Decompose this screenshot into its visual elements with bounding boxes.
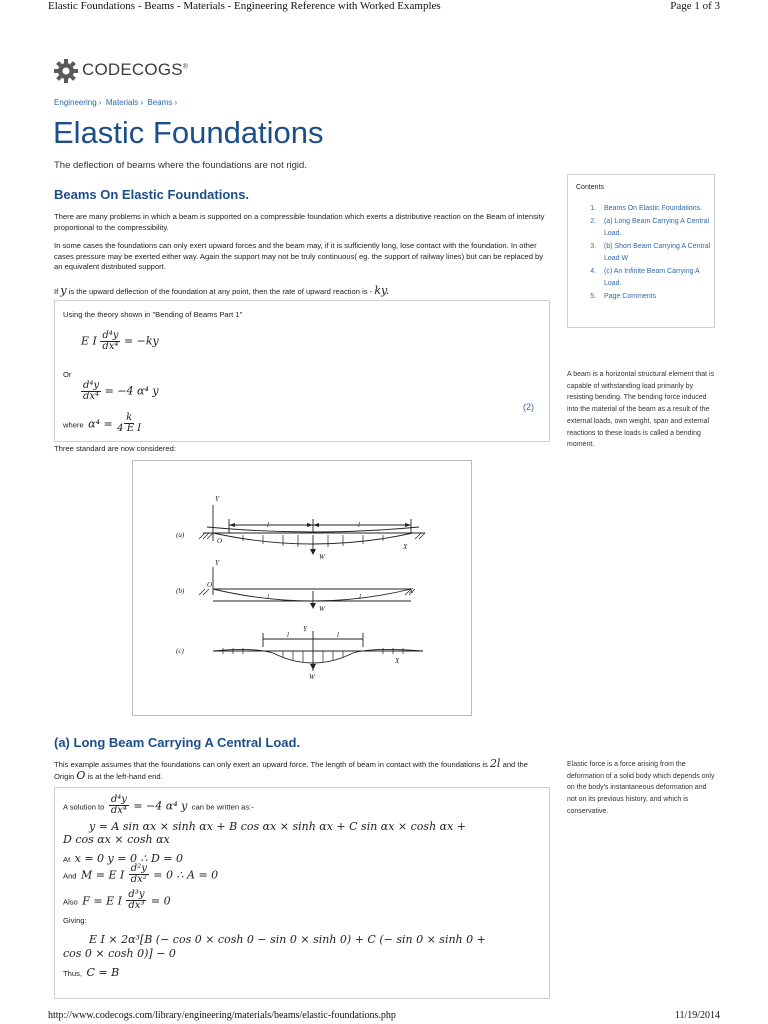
or-text: Or xyxy=(63,370,72,379)
print-page-number: Page 1 of 3 xyxy=(670,0,720,12)
contents-list xyxy=(576,203,714,303)
fig-a-x-label: X xyxy=(403,543,408,551)
fig-b-y-label: Y xyxy=(215,559,219,567)
print-footer-date: 11/19/2014 xyxy=(674,1010,720,1021)
contents-item-long-beam[interactable]: 2. (a) Long Beam Carrying A Central Load. xyxy=(598,216,714,241)
paragraph-reaction-rate: If y is the upward deflection of the foundation at any point, then the rate of upward reaction is - ky. xyxy=(54,284,390,297)
fig-b-o-label: O xyxy=(207,581,213,589)
equation-number: (2) xyxy=(523,402,534,412)
breadcrumb xyxy=(54,98,179,107)
force-condition: Also F = E I $\frac{\text{d³y}}{\text{dx³}}$ = 0 xyxy=(63,889,171,911)
section-heading-long-beam: (a) Long Beam Carrying A Central Load. xyxy=(54,735,301,750)
fig-a-l-left: l xyxy=(267,521,269,529)
fig-a-l-right: l xyxy=(358,521,360,529)
paragraph-upward-forces: In some cases the foundations can only exert upward forces and the beam may, if it is sufficiently long, lose contact with the foundation. In other cases pressure may be exerted either way. Again the support may not be truly continuous( eg. the support of railway lines) but can be replaced by an equivalent distributed support. xyxy=(54,241,544,271)
fig-c-label: (c) xyxy=(176,647,184,655)
three-standard-text: Three standard are now considered: xyxy=(54,444,176,453)
logo-wordmark: CODECOGS® xyxy=(82,60,189,79)
fig-b-l-right: l xyxy=(359,593,361,601)
sidenote-beam-definition: A beam is a horizontal structural element that is capable of withstanding load primarily by resisting bending. The bending force induced into the material of the beam as a result of the external loads, own weight, span and external reactions to these loads is called a bending moment. xyxy=(567,371,715,449)
thus-statement: Thus, C = B xyxy=(63,966,120,979)
print-footer-url: http://www.codecogs.com/library/engineering/materials/beams/elastic-foundations.php xyxy=(48,1010,396,1021)
page-subtitle: The deflection of beams where the foundations are not rigid. xyxy=(54,160,307,171)
breadcrumb-engineering[interactable]: Engineering › xyxy=(54,98,102,107)
contents-item-beams-on-elastic-foundations[interactable]: 1. Beams On Elastic Foundations. xyxy=(598,203,714,216)
fig-c-w-label: W xyxy=(309,673,315,681)
gear-cog-logo-icon xyxy=(54,57,78,85)
fig-b-label: (b) xyxy=(176,587,185,595)
general-solution-line1: y = A sin αx × sinh αx + B cos αx × sinh αx + C sin αx × cosh αx + xyxy=(89,820,466,833)
moment-condition: And M = E I $\frac{\text{d²y}}{\text{dx²}}$ = 0 ∴ A = 0 xyxy=(63,863,219,885)
giving-line2: cos 0 × cosh 0)] − 0 xyxy=(63,947,176,960)
print-header xyxy=(48,0,720,14)
giving-text: Giving: xyxy=(63,916,87,925)
box-intro-text: Using the theory shown in "Bending of Beams Part 1" xyxy=(63,310,243,319)
fig-c-l-left: l xyxy=(287,631,289,639)
boundary-at-origin: At x = 0 y = 0 ∴ D = 0 xyxy=(63,852,183,865)
fig-b-x-label: X xyxy=(409,587,414,595)
contents-box xyxy=(567,174,715,328)
giving-line1: E I × 2α³[B (− cos 0 × cosh 0 − sin 0 × sinh 0) + C (− sin 0 × sinh 0 + xyxy=(89,933,486,946)
solution-statement: A solution to $\frac{\text{d⁴y}}{\text{dx⁴}}$ = −4 α⁴ y can be written as:- xyxy=(63,794,254,816)
contents-item-infinite-beam[interactable]: 4. (c) An Infinite Beam Carrying A Load. xyxy=(598,266,714,291)
fig-c-x-label: X xyxy=(395,657,400,665)
fig-a-w-label: W xyxy=(319,553,325,561)
fig-a-label: (a) xyxy=(176,531,185,539)
equation-box-elastic xyxy=(54,300,550,442)
contents-item-page-comments[interactable]: 5. Page Comments xyxy=(598,291,714,304)
paragraph-long-beam: This example assumes that the foundations can only exert an upward force. The length of beam in contact with the foundations is 2l and the Origin O is at the left-hand end. xyxy=(54,757,528,782)
beam-figure xyxy=(132,460,472,716)
fig-a-y-label: Y xyxy=(215,495,219,503)
breadcrumb-materials[interactable]: Materials › xyxy=(105,98,144,107)
sidenote-elastic-force: Elastic force is a force arising from the deformation of a solid body which depends only on the body's instantaneous deformation and not on its previous history, and which is conservative. xyxy=(567,761,715,815)
contents-label: Contents xyxy=(576,184,605,191)
equation-2: $\frac{\text{d⁴y}}{\text{dx⁴}}$ = −4 α⁴ y xyxy=(83,380,159,402)
fig-c-y-label: Y xyxy=(303,625,307,633)
contents-item-short-beam[interactable]: 3. (b) Short Beam Carrying A Central Load W xyxy=(598,241,714,266)
beam-diagram-svg xyxy=(133,461,471,715)
equation-box-solution xyxy=(54,787,550,999)
fig-a-o-label: O xyxy=(217,537,223,545)
general-solution-line2: D cos αx × cosh αx xyxy=(63,833,170,846)
codecogs-logo[interactable] xyxy=(54,57,194,85)
paragraph-intro: There are many problems in which a beam is supported on a compressible foundation which exerts a distributive reaction on the Beam of intensity proportional to the compressibility. xyxy=(54,212,545,232)
equation-3: where α⁴ = $\frac{k}{\text{4 E I}}$ xyxy=(63,412,142,434)
breadcrumb-beams[interactable]: Beams › xyxy=(147,98,178,107)
equation-1: E I $\frac{\text{d⁴y}}{\text{dx⁴}}$ = −ky xyxy=(81,330,159,352)
print-header-title: Elastic Foundations - Beams - Materials - Engineering Reference with Worked Examples xyxy=(48,0,441,12)
fig-b-w-label: W xyxy=(319,605,325,613)
fig-b-l-left: l xyxy=(267,593,269,601)
section-heading-beams-on-elastic-foundations: Beams On Elastic Foundations. xyxy=(54,187,250,202)
page-title: Elastic Foundations xyxy=(53,115,324,150)
fig-c-l-right: l xyxy=(337,631,339,639)
